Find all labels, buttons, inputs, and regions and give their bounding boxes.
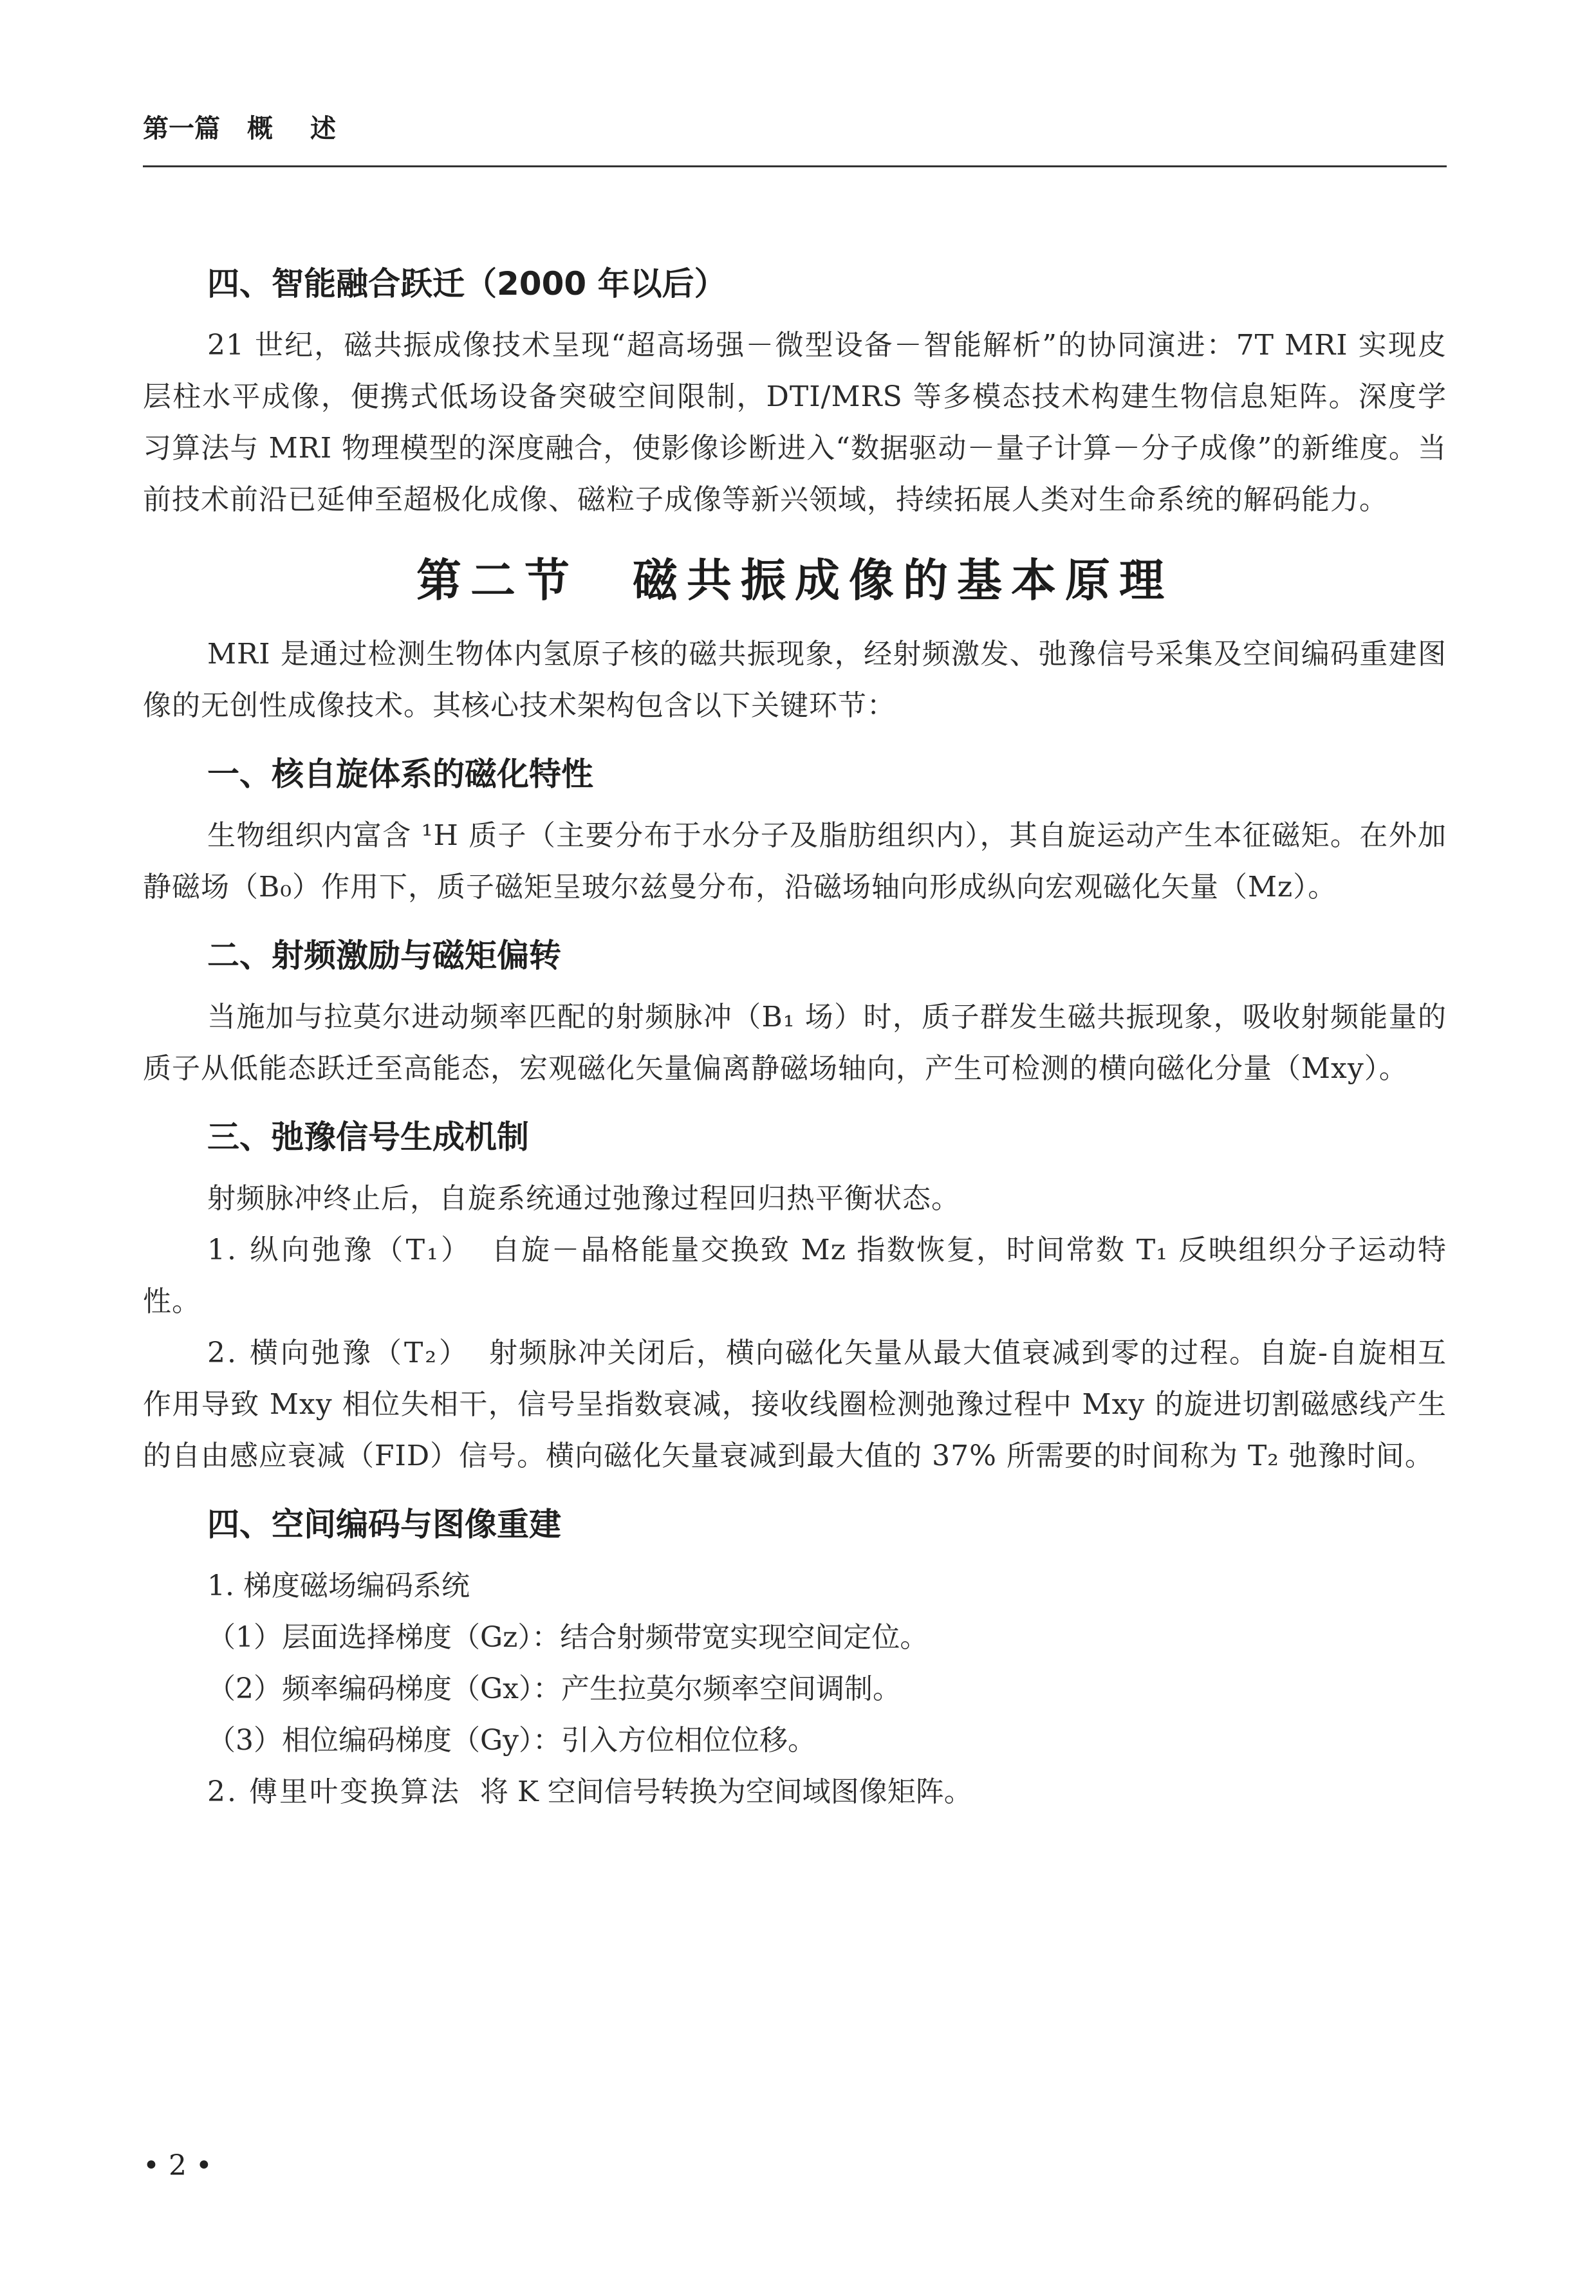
list-item-gx: （2）频率编码梯度（Gx）：产生拉莫尔频率空间调制。 bbox=[207, 1672, 901, 1705]
fourier-label: 2. 傅里叶变换算法 bbox=[207, 1775, 461, 1808]
chapter-section-title: 第二节 磁共振成像的基本原理 bbox=[416, 553, 1173, 607]
section-heading-relaxation: 三、弛豫信号生成机制 bbox=[207, 1118, 529, 1156]
section-heading-rf-excitation: 二、射频激励与磁矩偏转 bbox=[207, 937, 561, 974]
paragraph-mri-intro: MRI 是通过检测生物体内氢原子核的磁共振现象，经射频激发、弛豫信号采集及空间编码重建图像的无创性成像技术。其核心技术架构包含以下关键环节： bbox=[143, 638, 1447, 722]
t2-label: 2. 横向弛豫（T₂） bbox=[207, 1337, 470, 1369]
paragraph-smart-fusion: 21 世纪，磁共振成像技术呈现“超高场强－微型设备－智能解析”的协同演进：7T MRI 实现皮层柱水平成像，便携式低场设备突破空间限制，DTI/MRS 等多模态技术构建生物信息矩阵。深度学习算法与 MRI 物理模型的深度融合，使影像诊断进入“数据驱动－量子计算－分子成像”的新维度。当前技术前沿已延伸至超极化成像、磁粒子成像等新兴领域，持续拓展人类对生命系统的解码能力。 bbox=[143, 329, 1447, 516]
paragraph-t1-relaxation bbox=[143, 1225, 1447, 1328]
paragraph-t2-relaxation bbox=[143, 1328, 1447, 1482]
t1-label: 1. 纵向弛豫（T₁） bbox=[207, 1234, 472, 1266]
list-item-gz: （1）层面选择梯度（Gz）：结合射频带宽实现空间定位。 bbox=[207, 1621, 929, 1654]
running-head bbox=[143, 108, 373, 145]
section-heading-spatial-encoding: 四、空间编码与图像重建 bbox=[207, 1506, 561, 1543]
t2-text: 射频脉冲关闭后，横向磁化矢量从最大值衰减到零的过程。自旋-自旋相互作用导致 Mxy 相位失相干，信号呈指数衰减，接收线圈检测弛豫过程中 Mxy 的旋进切割磁感线产生的自由感应衰减（FID）信号。横向磁化矢量衰减到最大值的 37% 所需要的时间称为 T₂ 弛豫时间。 bbox=[143, 1337, 1447, 1472]
page-number: • 2 • bbox=[143, 2149, 212, 2182]
running-head-title: 概述 bbox=[247, 114, 373, 144]
page-body bbox=[143, 254, 1447, 1818]
list-item-gradient-system: 1. 梯度磁场编码系统 bbox=[207, 1569, 470, 1602]
list-item-gy: （3）相位编码梯度（Gy）：引入方位相位位移。 bbox=[207, 1724, 816, 1757]
running-head-part: 第一篇 bbox=[143, 114, 220, 144]
t1-text: 自旋－晶格能量交换致 Mz 指数恢复，时间常数 T₁ 反映组织分子运动特性。 bbox=[143, 1234, 1447, 1318]
fourier-text: 将 K 空间信号转换为空间域图像矩阵。 bbox=[479, 1775, 972, 1808]
section-heading-magnetization: 一、核自旋体系的磁化特性 bbox=[207, 755, 593, 793]
paragraph-relaxation-intro: 射频脉冲终止后，自旋系统通过弛豫过程回归热平衡状态。 bbox=[207, 1182, 960, 1215]
header-rule bbox=[143, 165, 1447, 167]
paragraph-rf-excitation: 当施加与拉莫尔进动频率匹配的射频脉冲（B₁ 场）时，质子群发生磁共振现象，吸收射频能量的质子从低能态跃迁至高能态，宏观磁化矢量偏离静磁场轴向，产生可检测的横向磁化分量（Mxy）。 bbox=[143, 1001, 1447, 1085]
paragraph-magnetization: 生物组织内富含 ¹H 质子（主要分布于水分子及脂肪组织内），其自旋运动产生本征磁矩。在外加静磁场（B₀）作用下，质子磁矩呈玻尔兹曼分布，沿磁场轴向形成纵向宏观磁化矢量（Mz）。 bbox=[143, 819, 1447, 903]
list-item-fourier bbox=[143, 1766, 1447, 1818]
section-heading-smart-fusion: 四、智能融合跃迁（2000 年以后） bbox=[207, 265, 727, 302]
